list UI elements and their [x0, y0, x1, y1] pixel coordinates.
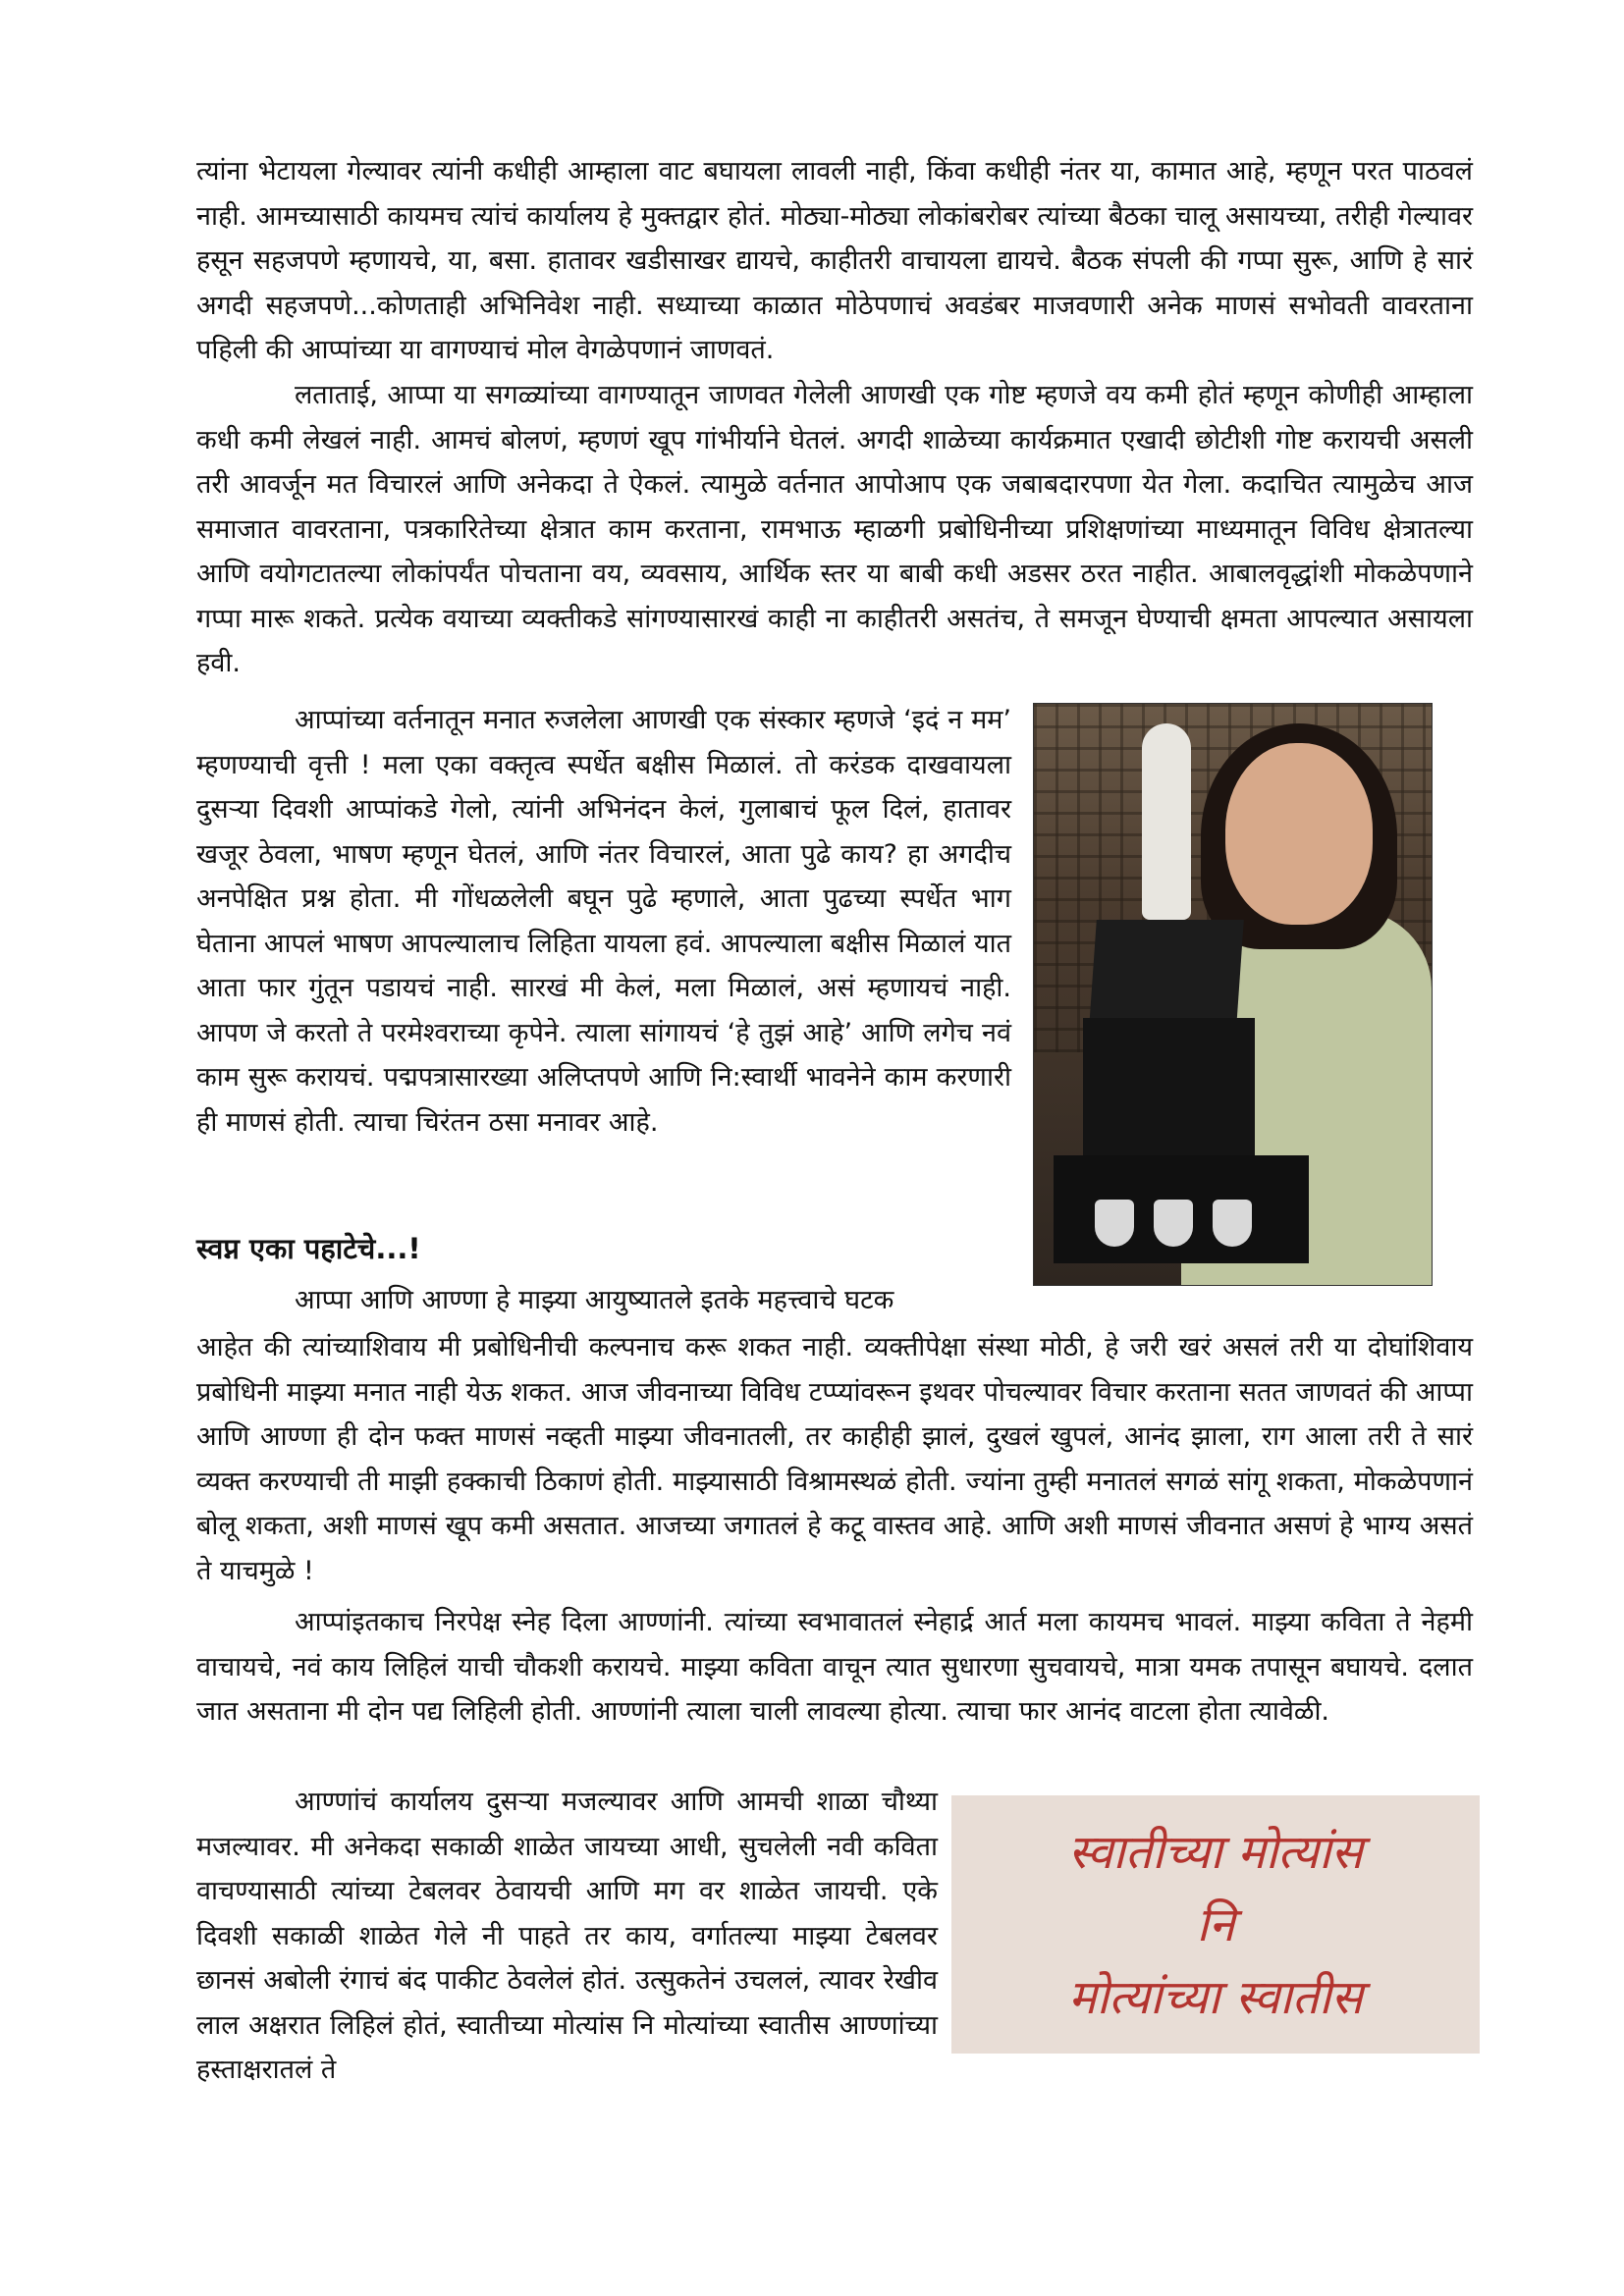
note-line-1: स्वातीच्या मोत्यांस	[1068, 1825, 1363, 1880]
paragraph-6: आण्णांचं कार्यालय दुसऱ्या मजल्यावर आणि आमची शाळा चौथ्या मजल्यावर. मी अनेकदा सकाळी शाळेत जायच्या आधी, सुचलेली नवी कविता वाचण्यासाठी त्यांच्या टेबलवर ठेवायची आणि मग वर शाळेत जायची. एके दिवशी सकाळी शाळेत गेले नी पाहते तर काय, वर्गातल्या माझ्या टेबलवर छानसं अबोली रंगाचं बंद पाकीट ठेवलेलं होतं. उत्सुकतेनं उचललं, त्यावर रेखीव लाल अक्षरात लिहिलं होतं, स्वातीच्या मोत्यांस नि मोत्यांच्या स्वातीस आण्णांच्या हस्ताक्षरातलं ते	[196, 1787, 938, 2085]
trophy-shield-icon	[1213, 1200, 1252, 1247]
paragraph-2: लताताई, आप्पा या सगळ्यांच्या वागण्यातून जाणवत गेलेली आणखी एक गोष्ट म्हणजे वय कमी होतं म्हणून कोणीही आम्हाला कधी कमी लेखलं नाही. आमचं बोलणं, म्हणणं खूप गांभीर्याने घेतलं. अगदी शाळेच्या कार्यक्रमात एखादी छोटीशी गोष्ट करायची असली तरी आवर्जून मत विचारलं आणि अनेकदा ते ऐकलं. त्यामुळे वर्तनात आपोआप एक जबाबदारपणा येत गेला. कदाचित त्यामुळेच आज समाजात वावरताना, पत्रकारितेच्या क्षेत्रात काम करताना, रामभाऊ म्हाळगी प्रबोधिनीच्या प्रशिक्षणांच्या माध्यमातून विविध क्षेत्रातल्या आणि वयोगटातल्या लोकांपर्यंत पोचताना वय, व्यवसाय, आर्थिक स्तर या बाबी कधी अडसर ठरत नाहीत. आबालवृद्धांशी मोकळेपणाने गप्पा मारू शकते. प्रत्येक वयाच्या व्यक्तीकडे सांगण्यासारखं काही ना काहीतरी असतंच, ते समजून घेण्याची क्षमता आपल्यात असायला हवी.	[196, 380, 1473, 678]
note-line-3: मोत्यांच्या स्वातीस	[1068, 1970, 1363, 2025]
trophy-shield-icon	[1095, 1200, 1134, 1247]
section-heading: स्वप्न एका पहाटेचे...!	[196, 1232, 421, 1265]
photo-person-face	[1225, 743, 1373, 925]
paragraph-4: आहेत की त्यांच्याशिवाय मी प्रबोधिनीची कल्पनाच करू शकत नाही. व्यक्तीपेक्षा संस्था मोठी, हे जरी खरं असलं तरी या दोघांशिवाय प्रबोधिनी माझ्या मनात नाही येऊ शकत. आज जीवनाच्या विविध टप्प्यांवरून इथवर पोचल्यावर विचार करताना सतत जाणवतं की आप्पा आणि आण्णा ही दोन फक्त माणसं नव्हती माझ्या जीवनातली, तर काहीही झालं, दुखलं खुपलं, आनंद झाला, राग आला तरी ते सारं व्यक्त करण्याची ती माझी हक्काची ठिकाणं होती. माझ्यासाठी विश्रामस्थळं होती. ज्यांना तुम्ही मनातलं सगळं सांगू शकता, मोकळेपणानं बोलू शकता, अशी माणसं खूप कमी असतात. आजच्या जगातलं हे कटू वास्तव आहे. आणि अशी माणसं जीवनात असणं हे भाग्य असतं ते याचमुळे !	[196, 1332, 1473, 1586]
paragraph-3: आप्पांच्या वर्तनातून मनात रुजलेला आणखी एक संस्कार म्हणजे ‘इदं न मम’ म्हणण्याची वृत्ती ! मला एका वक्तृत्व स्पर्धेत बक्षीस मिळालं. तो करंडक दाखवायला दुसऱ्या दिवशी आप्पांकडे गेलो, त्यांनी अभिनंदन केलं, गुलाबाचं फूल दिलं, हातावर खजूर ठेवला, भाषण म्हणून घेतलं, आणि नंतर विचारलं, आता पुढे काय? हा अगदीच अनपेक्षित प्रश्न होता. मी गोंधळलेली बघून पुढे म्हणाले, आता पुढच्या स्पर्धेत भाग घेताना आपलं भाषण आपल्यालाच लिहिता यायला हवं. आपल्याला बक्षीस मिळालं यात आता फार गुंतून पडायचं नाही. सारखं मी केलं, मला मिळालं, असं म्हणायचं नाही. आपण जे करतो ते परमेश्वराच्या कृपेने. त्याला सांगायचं ‘हे तुझं आहे’ आणि लगेच नवं काम सुरू करायचं. पद्मपत्रासारख्या अलिप्तपणे आणि नि:स्वार्थी भावनेने काम करणारी ही माणसं होती. त्याचा चिरंतन ठसा मनावर आहे.	[196, 705, 1011, 1138]
paragraph-4-first-line: आप्पा आणि आण्णा हे माझ्या आयुष्यातले इतके महत्त्वाचे घटक	[295, 1285, 894, 1315]
trophy-photo	[1033, 703, 1433, 1286]
paragraph-5: आप्पांइतकाच निरपेक्ष स्नेह दिला आण्णांनी. त्यांच्या स्वभावातलं स्नेहार्द्र आर्त मला कायमच भावलं. माझ्या कविता ते नेहमी वाचायचे, नवं काय लिहिलं याची चौकशी करायचे. माझ्या कविता वाचून त्यात सुधारणा सुचवायचे, मात्रा यमक तपासून बघायचे. दलात जात असताना मी दोन पद्य लिहिली होती. आण्णांनी त्याला चाली लावल्या होत्या. त्याचा फार आनंद वाटला होता त्यावेळी.	[196, 1607, 1473, 1727]
trophy-body	[1083, 1018, 1255, 1165]
handwritten-note-image	[951, 1795, 1480, 2054]
paragraph-1: त्यांना भेटायला गेल्यावर त्यांनी कधीही आम्हाला वाट बघायला लावली नाही, किंवा कधीही नंतर या, कामात आहे, म्हणून परत पाठवलं नाही. आमच्यासाठी कायमच त्यांचं कार्यालय हे मुक्तद्वार होतं. मोठ्या-मोठ्या लोकांबरोबर त्यांच्या बैठका चालू असायच्या, तरीही गेल्यावर हसून सहजपणे म्हणायचे, या, बसा. हातावर खडीसाखर द्यायचे, काहीतरी वाचायला द्यायचे. बैठक संपली की गप्पा सुरू, आणि हे सारं अगदी सहजपणे...कोणताही अभिनिवेश नाही. सध्याच्या काळात मोठेपणाचं अवडंबर माजवणारी अनेक माणसं सभोवती वावरताना पहिली की आप्पांच्या या वागण्याचं मोल वेगळेपणानं जाणवतं.	[196, 156, 1473, 365]
trophy-statue-icon	[1142, 723, 1191, 920]
note-line-2: नि	[1196, 1897, 1235, 1952]
trophy-top	[1089, 920, 1244, 1028]
trophy-shield-icon	[1154, 1200, 1193, 1247]
